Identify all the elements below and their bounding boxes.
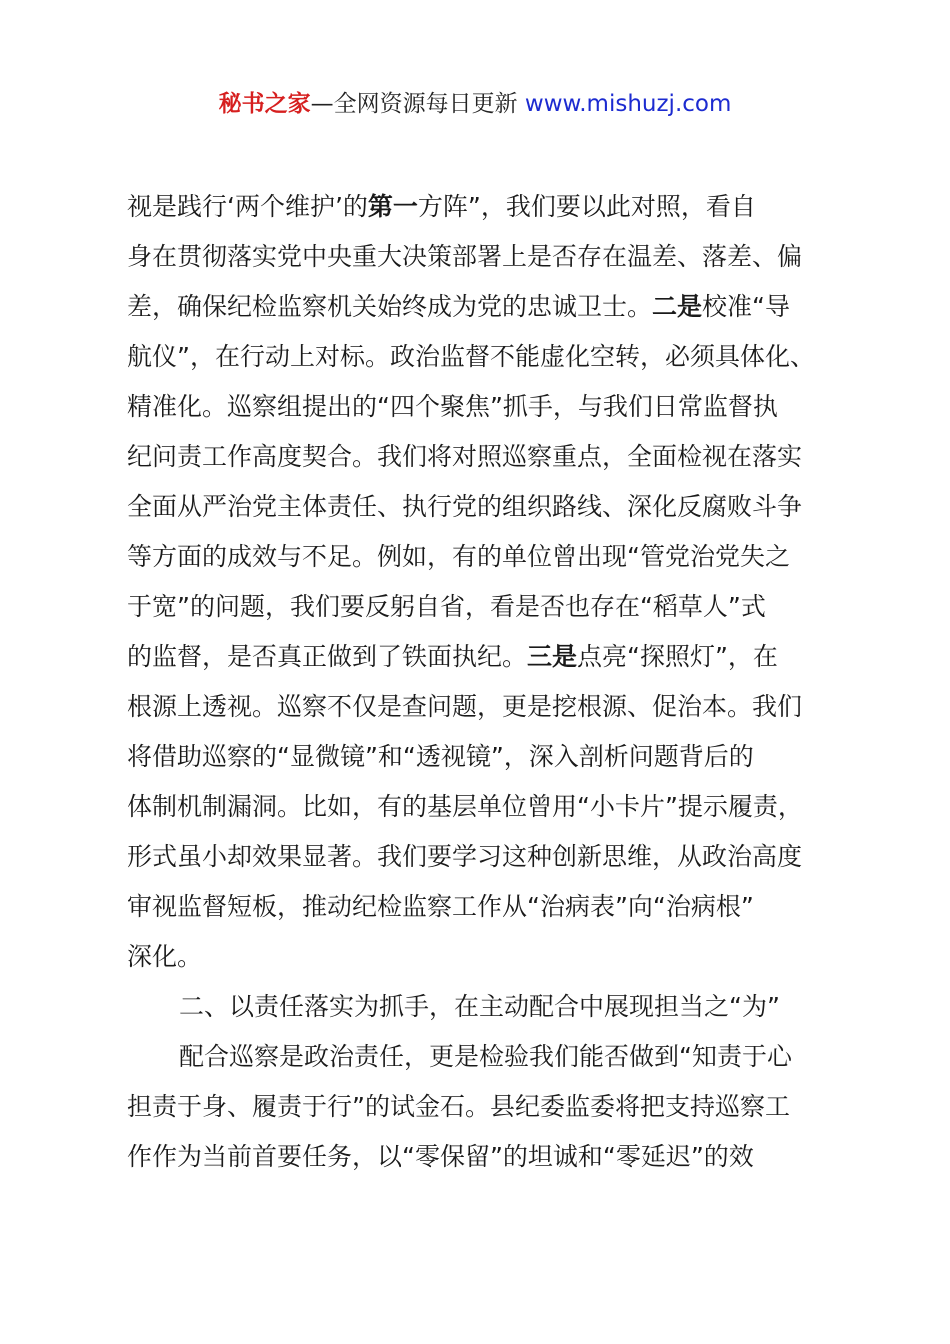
text-line: 根源上透视。巡察不仅是查问题，更是挖根源、促治本。我们 bbox=[127, 692, 803, 721]
text-line bbox=[127, 282, 847, 332]
text-line: 精准化。巡察组提出的“四个聚焦”抓手，与我们日常监督执 bbox=[127, 392, 778, 421]
text-run: 方阵”，我们要以此对照，看自 bbox=[417, 192, 756, 221]
text-line: 等方面的成效与不足。例如，有的单位曾出现“管党治党失之 bbox=[127, 542, 790, 571]
text-line bbox=[127, 182, 847, 232]
bold-run: 三是 bbox=[527, 642, 578, 671]
text-line: 形式虽小却效果显著。我们要学习这种创新思维，从政治高度 bbox=[127, 842, 803, 871]
text-run: 的监督，是否真正做到了铁面执纪。 bbox=[127, 642, 528, 671]
bold-run: 第一 bbox=[367, 192, 418, 221]
document-body bbox=[127, 182, 847, 1182]
site-url-link[interactable]: www.mishuzj.com bbox=[524, 91, 732, 117]
text-line: 审视监督短板，推动纪检监察工作从“治病表”向“治病根” bbox=[127, 892, 754, 921]
bold-run: 二是 bbox=[652, 292, 703, 321]
section-heading: 二、以责任落实为抓手，在主动配合中展现担当之“为” bbox=[179, 992, 780, 1021]
text-run: 差，确保纪检监察机关始终成为党的忠诚卫士。 bbox=[127, 292, 653, 321]
text-line: 配合巡察是政治责任，更是检验我们能否做到“知责于心 bbox=[179, 1042, 792, 1071]
text-line: 作作为当前首要任务，以“零保留”的坦诚和“零延迟”的效 bbox=[127, 1142, 754, 1171]
text-line: 全面从严治党主体责任、执行党的组织路线、深化反腐败斗争 bbox=[127, 492, 803, 521]
text-line: 身在贯彻落实党中央重大决策部署上是否存在温差、落差、偏 bbox=[127, 242, 803, 271]
text-line: 体制机制漏洞。比如，有的基层单位曾用“小卡片”提示履责， bbox=[127, 792, 803, 821]
text-line: 担责于身、履责于行”的试金石。县纪委监委将把支持巡察工 bbox=[127, 1092, 790, 1121]
text-run: 校准“导 bbox=[702, 292, 790, 321]
text-line: 将借助巡察的“显微镜”和“透视镜”，深入剖析问题背后的 bbox=[127, 742, 754, 771]
site-header bbox=[0, 86, 950, 122]
text-run: 视是践行‘两个维护’的 bbox=[127, 192, 368, 221]
text-line: 航仪”，在行动上对标。政治监督不能虚化空转，必须具体化、 bbox=[127, 342, 815, 371]
text-line bbox=[127, 632, 847, 682]
text-line: 纪问责工作高度契合。我们将对照巡察重点，全面检视在落实 bbox=[127, 442, 803, 471]
text-run: 点亮“探照灯”，在 bbox=[577, 642, 778, 671]
site-brand: 秘书之家 bbox=[218, 91, 311, 117]
text-line: 深化。 bbox=[127, 942, 203, 971]
text-line: 于宽”的问题，我们要反躬自省，看是否也存在“稻草人”式 bbox=[127, 592, 766, 621]
site-tagline: —全网资源每日更新 bbox=[310, 91, 525, 117]
